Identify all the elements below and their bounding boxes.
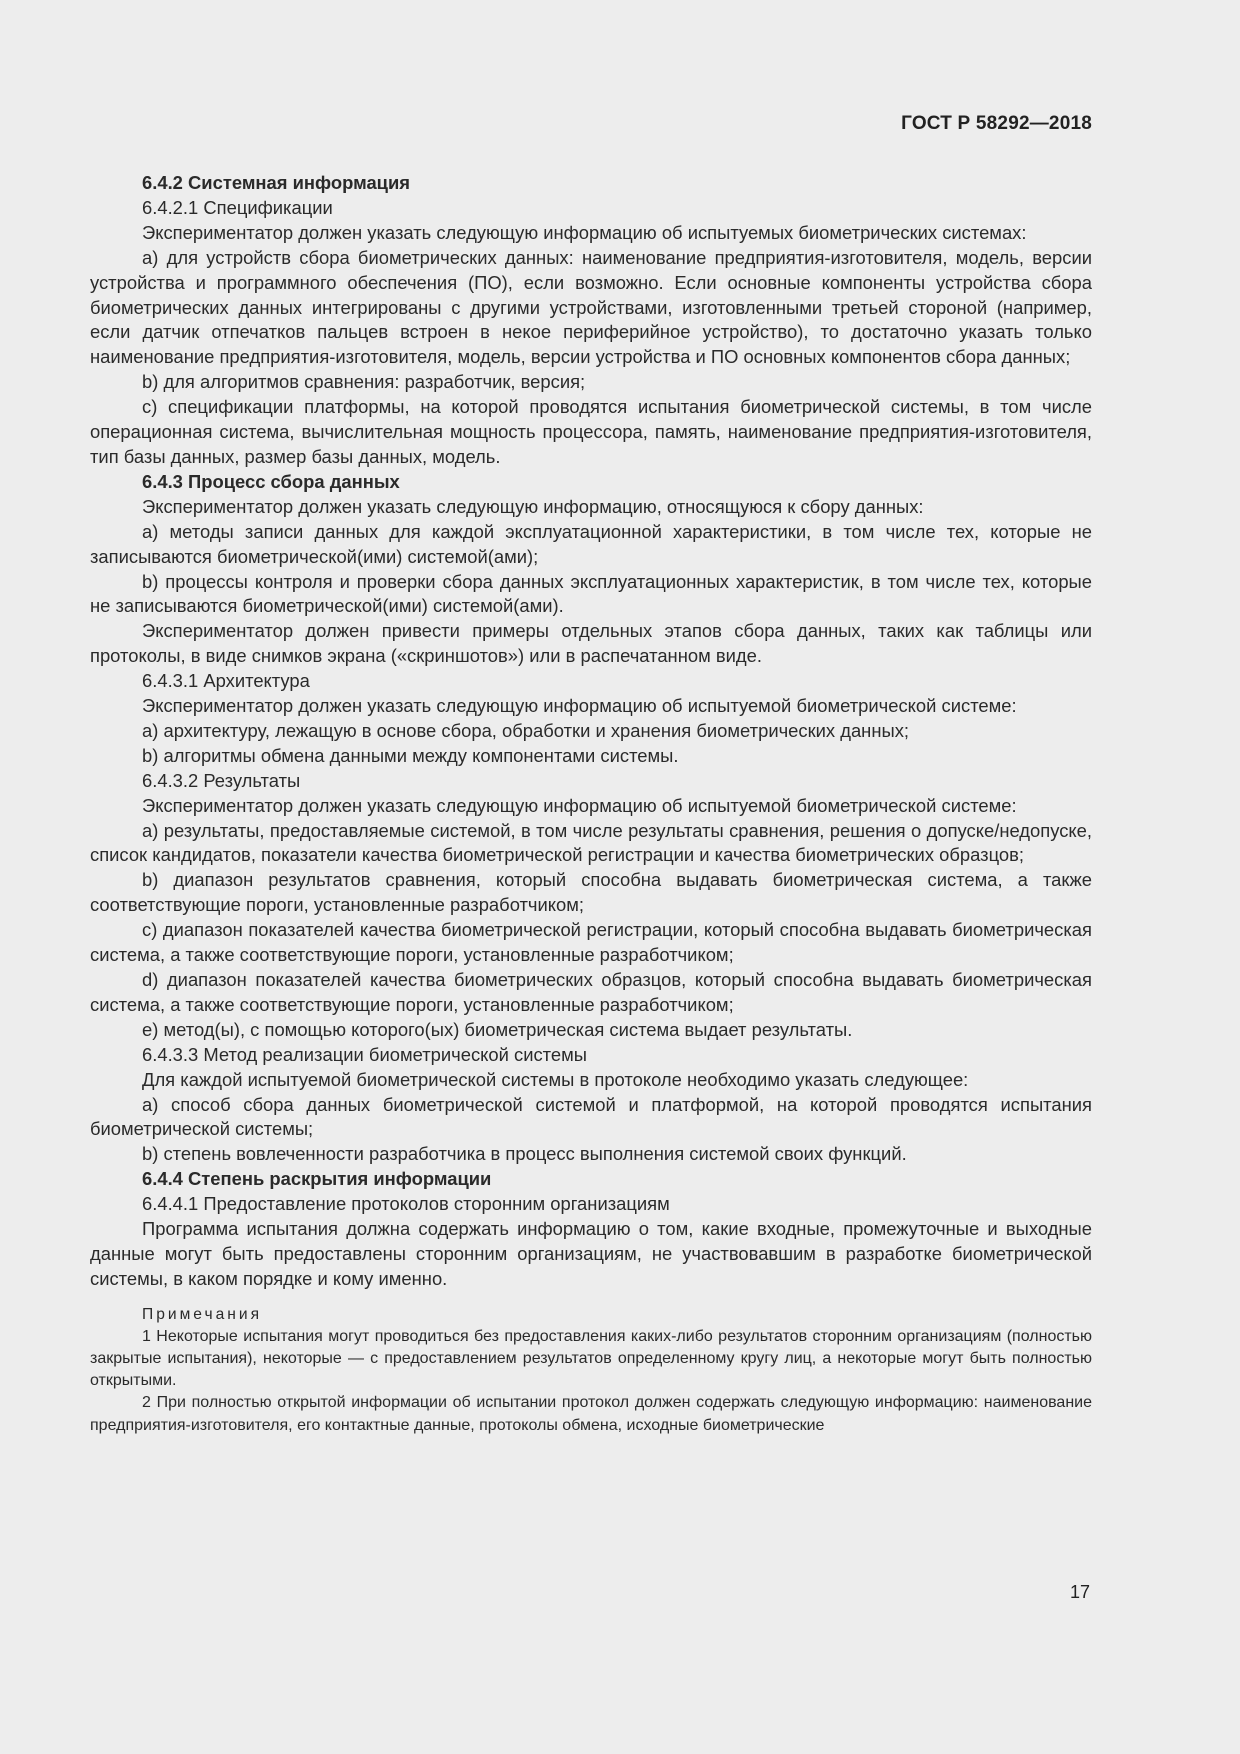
section-heading-6-4-3: 6.4.3 Процесс сбора данных (142, 470, 400, 492)
subsection-heading-6-4-4-1: 6.4.4.1 Предоставление протоколов сторонним организациям (142, 1193, 670, 1215)
document-header: ГОСТ Р 58292—2018 (901, 113, 1092, 134)
list-item: a) способ сбора данных биометрической системой и платформой, на которой проводятся испытания биометрической системы; (90, 1093, 1092, 1140)
subsection-heading-6-4-3-1: 6.4.3.1 Архитектура (142, 670, 310, 692)
list-item: a) результаты, предоставляемые системой, в том числе результаты сравнения, решения о допуске/недопуске, список кандидатов, показатели качества биометрической регистрации и качества биометрических образцов; (90, 819, 1092, 866)
list-item: a) для устройств сбора биометрических данных: наименование предприятия-изготовителя, модель, версии устройства и программного обеспечения (ПО), если возможно. Если основные компоненты устройства сбора биометрических данных интегрированы с другими устройствами, изготовленными третьей стороной (например, если датчик отпечатков пальцев встроен в некое периферийное устройство), то достаточно указать только наименование предприятия-изготовителя, модель, версии устройства и ПО основных компонентов сбора данных; (90, 246, 1092, 368)
subsection-heading-6-4-3-3: 6.4.3.3 Метод реализации биометрической системы (142, 1043, 587, 1065)
list-item: a) архитектуру, лежащую в основе сбора, обработки и хранения биометрических данных; (142, 719, 910, 741)
subsection-heading-6-4-2-1: 6.4.2.1 Спецификации (142, 196, 333, 218)
list-item: b) для алгоритмов сравнения: разработчик, версия; (142, 371, 586, 393)
section-heading-6-4-2: 6.4.2 Системная информация (142, 172, 411, 193)
list-item: b) степень вовлеченности разработчика в процесс выполнения системой своих функций. (142, 1143, 907, 1165)
paragraph: Экспериментатор должен указать следующую информацию об испытуемых биометрических системах: (142, 221, 1027, 243)
paragraph: Программа испытания должна содержать информацию о том, какие входные, промежуточные и выходные данные могут быть предоставлены сторонним организациям, не участвовавшим в разработке биометрической системы, в каком порядке и кому именно. (90, 1218, 1092, 1289)
paragraph: Экспериментатор должен указать следующую информацию об испытуемой биометрической системе: (142, 695, 1017, 717)
paragraph: Для каждой испытуемой биометрической системы в протоколе необходимо указать следующее: (142, 1068, 969, 1090)
paragraph: Экспериментатор должен привести примеры отдельных этапов сбора данных, таких как таблицы или протоколы, в виде снимков экрана («скриншотов») или в распечатанном виде. (90, 620, 1092, 667)
note-item: 1 Некоторые испытания могут проводиться без предоставления каких-либо результатов сторонним организациям (полностью закрытые испытания), некоторые — с предоставлением результатов определенному кругу лиц, а некоторые могут быть полностью открытыми. (90, 1327, 1092, 1390)
list-item: b) процессы контроля и проверки сбора данных эксплуатационных характеристик, в том числе тех, которые не записываются биометрической(ими) системой(ами). (90, 570, 1092, 617)
list-item: c) диапазон показателей качества биометрической регистрации, который способна выдавать биометрическая система, а также соответствующие пороги, установленные разработчиком; (90, 919, 1092, 966)
list-item: b) диапазон результатов сравнения, который способна выдавать биометрическая система, а также соответствующие пороги, установленные разработчиком; (90, 869, 1092, 916)
list-item: b) алгоритмы обмена данными между компонентами системы. (142, 744, 679, 766)
note-item: 2 При полностью открытой информации об испытании протокол должен содержать следующую информацию: наименование предприятия-изготовителя, его контактные данные, протоколы обмена, исходные биометрические (90, 1394, 1092, 1434)
list-item: a) методы записи данных для каждой эксплуатационной характеристики, в том числе тех, которые не записываются биометрической(ими) системой(ами); (90, 520, 1092, 567)
notes-title: Примечания (142, 1305, 263, 1323)
list-item: e) метод(ы), с помощью которого(ых) биометрическая система выдает результаты. (142, 1018, 853, 1040)
list-item: d) диапазон показателей качества биометрических образцов, который способна выдавать биометрическая система, а также соответствующие пороги, установленные разработчиком; (90, 969, 1092, 1015)
paragraph: Экспериментатор должен указать следующую информацию об испытуемой биометрической системе: (142, 794, 1017, 816)
list-item: c) спецификации платформы, на которой проводятся испытания биометрической системы, в том числе операционная система, вычислительная мощность процессора, память, наименование предприятия-изготовителя, тип базы данных, размер базы данных, модель. (90, 396, 1092, 467)
document-body (90, 171, 1092, 1437)
paragraph: Экспериментатор должен указать следующую информацию, относящуюся к сбору данных: (142, 495, 924, 517)
section-heading-6-4-4: 6.4.4 Степень раскрытия информации (142, 1168, 492, 1190)
notes-block (90, 1304, 1092, 1437)
page-number: 17 (1069, 1582, 1090, 1602)
subsection-heading-6-4-3-2: 6.4.3.2 Результаты (142, 769, 301, 791)
